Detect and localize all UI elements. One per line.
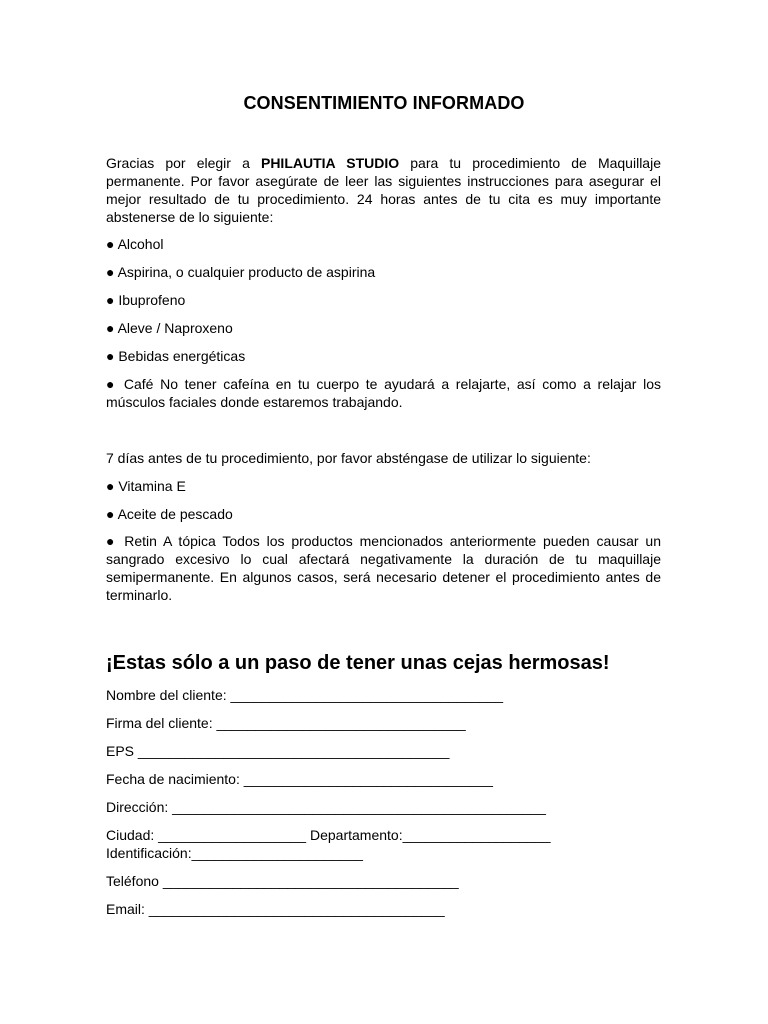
field-ciudad-departamento[interactable]: Ciudad: ___________________ Departamento:___________________: [106, 827, 551, 843]
seven-days-intro: 7 días antes de tu procedimiento, por favor absténgase de utilizar lo siguiente:: [106, 450, 591, 466]
field-firma[interactable]: Firma del cliente: ________________________________: [106, 715, 466, 731]
list-item-bebidas: ● Bebidas energéticas: [106, 348, 246, 364]
intro-text-start: Gracias por elegir a: [106, 155, 261, 171]
list-item-alcohol: ● Alcohol: [106, 236, 164, 252]
brand-name: PHILAUTIA STUDIO: [260, 155, 400, 171]
field-eps[interactable]: EPS ________________________________________: [106, 743, 450, 759]
field-direccion[interactable]: Dirección: ________________________________________________: [106, 799, 546, 815]
headline: ¡Estas sólo a un paso de tener unas cejas hermosas!: [106, 652, 610, 674]
intro-paragraph: [106, 154, 661, 226]
field-email[interactable]: Email: ______________________________________: [106, 901, 445, 917]
list-item-vitamina-e: ● Vitamina E: [106, 478, 186, 494]
list-item-aleve: ● Aleve / Naproxeno: [106, 320, 233, 336]
list-item-ibuprofeno: ● Ibuprofeno: [106, 292, 186, 308]
field-nombre[interactable]: Nombre del cliente: ___________________________________: [106, 687, 504, 703]
list-item-aspirina: ● Aspirina, o cualquier producto de aspirina: [106, 264, 376, 280]
field-fecha-nacimiento[interactable]: Fecha de nacimiento: ________________________________: [106, 771, 493, 787]
list-item-cafe: ● Café No tener cafeína en tu cuerpo te ayudará a relajarte, así como a relajar los músculos faciales donde estaremos trabajando.: [106, 376, 661, 410]
list-item-aceite: ● Aceite de pescado: [106, 506, 233, 522]
field-telefono[interactable]: Teléfono ______________________________________: [106, 873, 459, 889]
intro-text-end: para tu procedimiento de Maquillaje permanente. Por favor asegúrate de leer las siguientes instrucciones para asegurar el mejor resultado de tu procedimiento. 24 horas antes de tu cita es muy importante abstenerse de lo siguiente:: [106, 155, 661, 225]
list-item-retin-a: ● Retin A tópica Todos los productos mencionados anteriormente pueden causar un sangrado excesivo lo cual afectará negativamente la duración de tu maquillaje semipermanente. En algunos casos, será necesario detener el procedimiento antes de terminarlo.: [106, 533, 661, 603]
document-title: CONSENTIMIENTO INFORMADO: [243, 93, 525, 113]
field-identificacion[interactable]: Identificación:______________________: [106, 845, 363, 861]
